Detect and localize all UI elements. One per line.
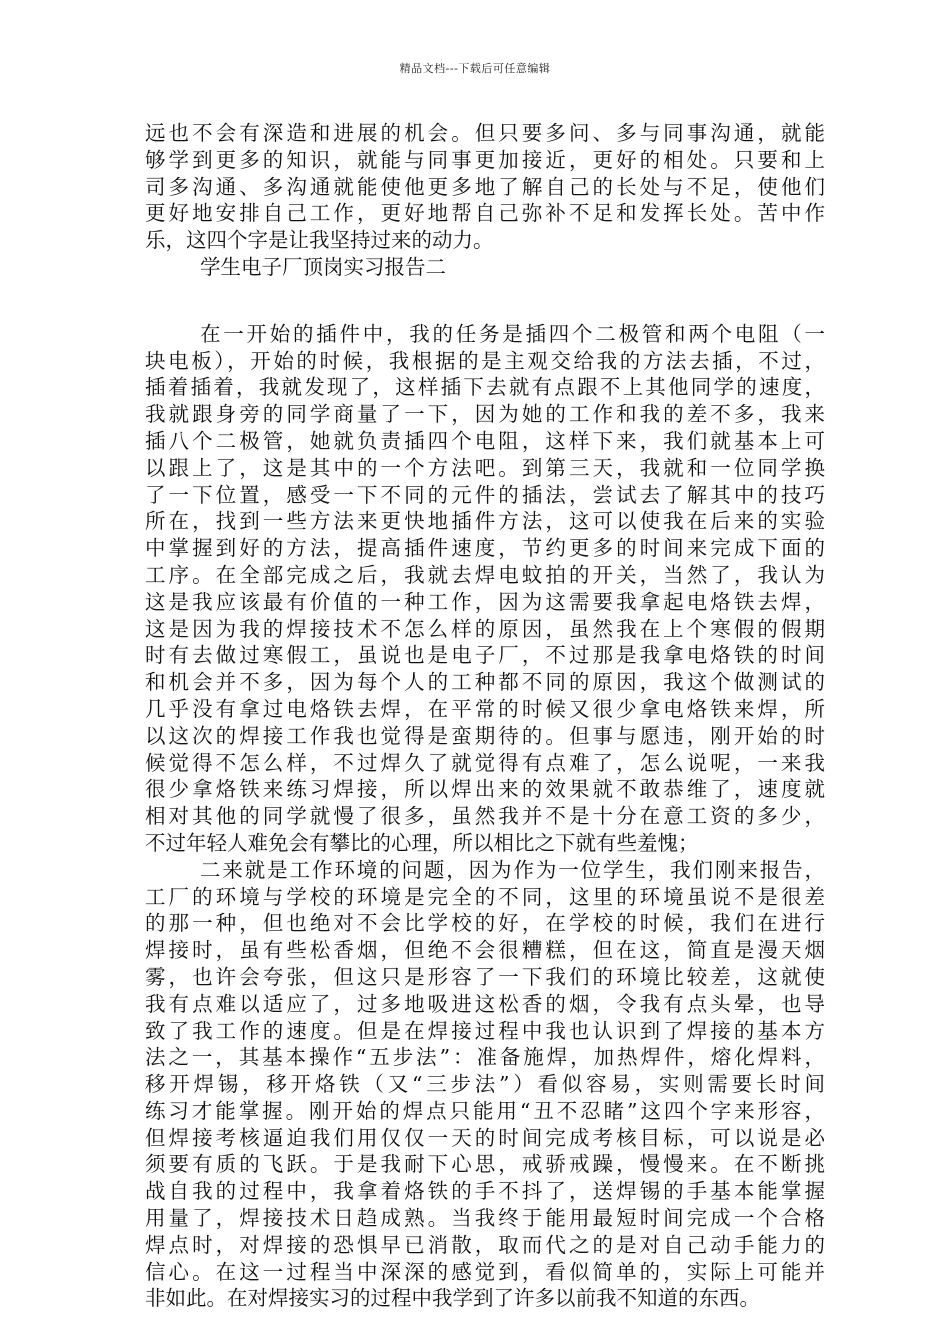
text-line: 二来就是工作环境的问题，因为作为一位学生，我们刚来报告，: [200, 857, 825, 882]
section-title: 学生电子厂顶岗实习报告二: [200, 254, 446, 279]
text-line: 信心。在这一过程当中深深的感觉到，看似简单的，实际上可能并: [145, 1259, 825, 1284]
text-line: 不过年轻人难免会有攀比的心理，所以相比之下就有些羞愧；: [145, 830, 699, 855]
text-line: 战自我的过程中，我拿着烙铁的手不抖了，送焊锡的手基本能掌握: [145, 1179, 825, 1204]
text-line: 远也不会有深造和进展的机会。但只要多问、多与同事沟通，就能: [145, 121, 825, 145]
text-line: 够学到更多的知识，就能与同事更加接近，更好的相处。只要和上: [145, 147, 825, 172]
text-line: 时有去做过寒假工，虽说也是电子厂，不过那是我拿电烙铁的时间: [145, 643, 825, 668]
text-line: 和机会并不多，因为每个人的工种都不同的原因，我这个做测试的: [145, 670, 825, 695]
paragraph-continuation: [145, 120, 825, 254]
text-line: 更好地安排自己工作，更好地帮自己弥补不足和发挥长处。苦中作: [145, 201, 825, 226]
text-line: 致了我工作的速度。但是在焊接过程中我也认识到了焊接的基本方: [145, 1018, 825, 1043]
text-line: 非如此。在对焊接实习的过程中我学到了许多以前我不知道的东西。: [145, 1286, 760, 1311]
text-line: 所在，找到一些方法来更快地插件方法，这可以使我在后来的实验: [145, 509, 825, 534]
text-line: 法之一，其基本操作“五步法”：准备施焊，加热焊件，熔化焊料，: [145, 1045, 825, 1070]
text-line: 在一开始的插件中，我的任务是插四个二极管和两个电阻（一: [200, 321, 825, 346]
text-line: 须要有质的飞跃。于是我耐下心思，戒骄戒躁，慢慢来。在不断挑: [145, 1152, 825, 1177]
text-line: 很少拿烙铁来练习焊接，所以焊出来的效果就不敢恭维了，速度就: [145, 777, 825, 802]
text-line: 司多沟通、多沟通就能使他更多地了解自己的长处与不足，使他们: [145, 174, 825, 199]
text-line: 这是因为我的焊接技术不怎么样的原因，虽然我在上个寒假的假期: [145, 616, 825, 641]
text-line: 中掌握到好的方法，提高插件速度，节约更多的时间来完成下面的: [145, 536, 825, 561]
text-line: 块电板），开始的时候，我根据的是主观交给我的方法去插，不过，: [145, 348, 825, 373]
text-line: 乐，这四个字是让我坚持过来的动力。: [145, 228, 494, 253]
text-line: 以跟上了，这是其中的一个方法吧。到第三天，我就和一位同学换: [145, 455, 825, 480]
paragraph-environment: [145, 857, 825, 1313]
text-line: 焊点时，对焊接的恐惧早已消散，取而代之的是对自己动手能力的: [145, 1232, 825, 1257]
text-line: 以这次的焊接工作我也觉得是蛮期待的。但事与愿违，刚开始的时: [145, 723, 825, 748]
text-line: 插八个二极管，她就负责插四个电阻，这样下来，我们就基本上可: [145, 428, 825, 453]
text-line: 的那一种，但也绝对不会比学校的好，在学校的时候，我们在进行: [145, 911, 825, 936]
text-line: 相对其他的同学就慢了很多，虽然我并不是十分在意工资的多少，: [145, 804, 825, 829]
text-line: 用量了，焊接技术日趋成熟。当我终于能用最短时间完成一个合格: [145, 1206, 825, 1231]
text-line: 了一下位置，感受一下不同的元件的插法，尝试去了解其中的技巧: [145, 482, 825, 507]
text-line: 工厂的环境与学校的环境是完全的不同，这里的环境虽说不是很差: [145, 884, 825, 909]
text-line: 但焊接考核逼迫我们用仅仅一天的时间完成考核目标，可以说是必: [145, 1125, 825, 1150]
text-line: 我就跟身旁的同学商量了一下，因为她的工作和我的差不多，我来: [145, 402, 825, 427]
text-line: 焊接时，虽有些松香烟，但绝不会很糟糕，但在这，简直是漫天烟: [145, 938, 825, 963]
text-line: 工序。在全部完成之后，我就去焊电蚊拍的开关，当然了，我认为: [145, 562, 825, 587]
text-line: 插着插着，我就发现了，这样插下去就有点跟不上其他同学的速度，: [145, 375, 825, 400]
blank-spacer: [145, 281, 825, 321]
document-body: [145, 120, 825, 1312]
paragraph-plugin-work: [145, 321, 825, 857]
text-line: 几乎没有拿过电烙铁去焊，在平常的时候又很少拿电烙铁来焊，所: [145, 696, 825, 721]
text-line: 练习才能掌握。刚开始的焊点只能用“丑不忍睹”这四个字来形容，: [145, 1098, 825, 1123]
text-line: 候觉得不怎么样，不过焊久了就觉得有点难了，怎么说呢，一来我: [145, 750, 825, 775]
text-line: 这是我应该最有价值的一种工作，因为这需要我拿起电烙铁去焊，: [145, 589, 825, 614]
text-line: 我有点难以适应了，过多地吸进这松香的烟，令我有点头晕，也导: [145, 991, 825, 1016]
text-line: 移开焊锡，移开烙铁（又“三步法”）看似容易，实则需要长时间: [145, 1072, 825, 1097]
text-line: 雾，也许会夸张，但这只是形容了一下我们的环境比较差，这就使: [145, 964, 825, 989]
page-header: 精品文档---下载后可任意编辑: [399, 62, 551, 75]
